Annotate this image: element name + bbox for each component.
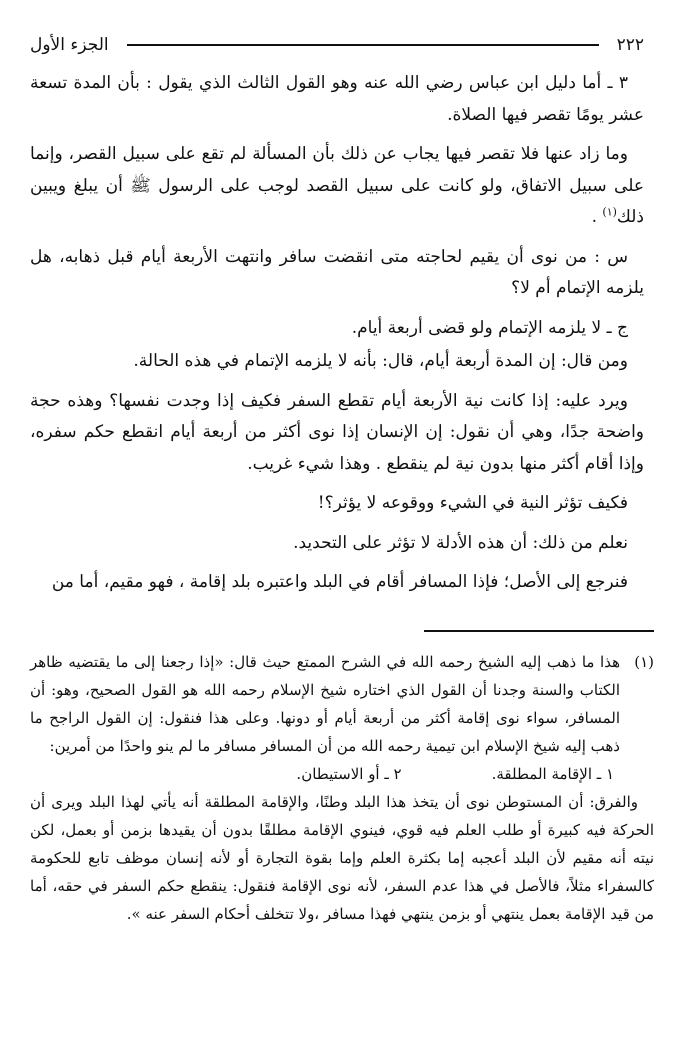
- running-title: الجزء الأول: [30, 35, 109, 55]
- answer-paragraph: ج ـ لا يلزمه الإتمام ولو قضى أربعة أيام.: [351, 317, 628, 338]
- paragraph-7: فكيف تؤثر النية في الشيء ووقوعه لا يؤثر؟!: [317, 493, 628, 513]
- header-rule: [127, 44, 599, 46]
- paragraph-5: ومن قال: إن المدة أربعة أيام، قال: بأنه لا يلزمه الإتمام في هذه الحالة.: [133, 351, 628, 371]
- footnote-list-item-1: ١ ـ الإقامة المطلقة.: [491, 765, 614, 783]
- paragraph-9: فنرجع إلى الأصل؛ فإذا المسافر أقام في البلد واعتبره بلد إقامة ، فهو مقيم، أما من: [51, 572, 628, 592]
- footnote-list-item-2: ٢ ـ أو الاستيطان.: [296, 765, 402, 783]
- main-text: [30, 68, 644, 607]
- footnote-1-text: هذا ما ذهب إليه الشيخ رحمه الله في الشرح الممتع حيث قال: «إذا رجعنا إلى ما يقتضيه ظاهر الكتاب والسنة وجدنا أن القول الذي اختاره شيخ الإسلام رحمه الله هو القول الصحيح، وهو: أن المسافر، سواء نوى إقامة أكثر من أربعة أيام أو دونها. وعلى هذا فنقول: إن القول الراجح ما ذهب إليه شيخ الإسلام ابن تيمية رحمه الله من أن المسافر مسافر ما لم ينو واحدًا من أمرين:: [30, 653, 620, 755]
- page-number: ٢٢٢: [616, 35, 644, 55]
- paragraph-1: ٣ ـ أما دليل ابن عباس رضي الله عنه وهو القول الثالث الذي يقول : بأن المدة تسعة عشر يومًا تقصر فيها الصلاة.: [30, 73, 644, 125]
- paragraph-2-text: وما زاد عنها فلا تقصر فيها يجاب عن ذلك بأن المسألة لم تقع على سبيل القصر، وإنما على سبيل الاتفاق، ولو كانت على سبيل القصد لوجب على الرسول ﷺ أن يبلغ ويبين ذلك: [30, 144, 644, 227]
- footnote-list: [30, 760, 654, 788]
- paragraph-8: نعلم من ذلك: أن هذه الأدلة لا تؤثر على التحديد.: [293, 532, 628, 553]
- question-paragraph: س : من نوى أن يقيم لحاجته متى انقضت سافر وانتهت الأربعة أيام قبل ذهابه، هل يلزمه الإتمام أم لا؟: [30, 246, 644, 298]
- paragraph-2: [30, 139, 644, 234]
- page-header: [30, 30, 644, 60]
- footnote-1: [30, 648, 654, 760]
- footnote-reference[interactable]: (١): [602, 205, 617, 219]
- paragraph-2-end: .: [591, 207, 603, 227]
- footnote-1-continuation: والفرق: أن المستوطن نوى أن يتخذ هذا البلد وطنًا، والإقامة المطلقة أنه يأتي لهذا البلد ويرى أن الحركة فيه كبيرة أو طلب العلم فيه قوي، فينوي الإقامة مطلقًا بدون أن يقيدها بزمن أو بعمل، لكن نيته أنه مقيم لأن البلد أعجبه إما بكثرة العلم وإما بقوة التجارة أو لأنه إنسان موظف تابع للحكومة كالسفراء مثلاً، فالأصل في هذا عدم السفر، لأنه نوى الإقامة فنقول: ينقطع حكم السفر في حقه، أما من قيد الإقامة بعمل ينتهي أو بزمن ينتهي فهذا مسافر ،ولا تتخلف أحكام السفر عنه ».: [30, 793, 654, 923]
- footnote-marker: (١): [634, 653, 654, 671]
- footnotes: [30, 648, 654, 928]
- footnote-separator: [424, 630, 654, 632]
- paragraph-6: ويرد عليه: إذا كانت نية الأربعة أيام تقطع السفر فكيف إذا وجدت نفسها؟ وهذه حجة واضحة جدًا، وهي أن نقول: إن الإنسان إذا نوى أكثر من أربعة أيام انقطع حكم سفره، وإذا أقام أكثر منها بدون نية لم ينقطع . وهذا شيء غريب.: [30, 390, 644, 474]
